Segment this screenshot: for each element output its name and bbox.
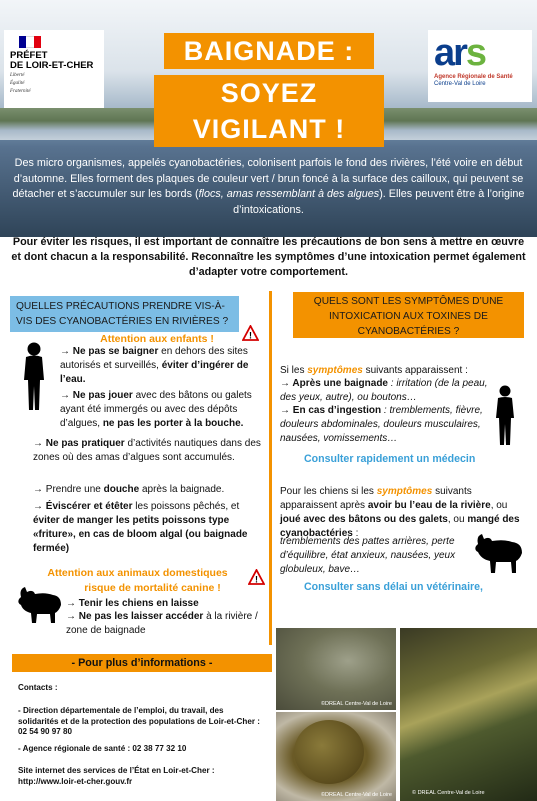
svg-text:!: ! bbox=[255, 574, 258, 585]
site-label: Site internet des services de l’État en Loir-et-Cher : bbox=[18, 766, 215, 775]
precautions-heading: QUELLES PRÉCAUTIONS PRENDRE VIS-À-VIS DES CYANOBACTÉRIES EN RIVIÈRES ? bbox=[10, 296, 239, 332]
dog-leash: → Tenir les chiens en laisse bbox=[66, 598, 199, 609]
symptoms-heading: QUELS SONT LES SYMPTÔMES D’UNE INTOXICATION AUX TOXINES DE CYANOBACTÉRIES ? bbox=[293, 292, 524, 338]
contact-ars: - Agence régionale de santé : 02 38 77 32 10 bbox=[18, 744, 187, 753]
warning-icon bbox=[242, 325, 259, 341]
site-link[interactable]: http://www.loir-et-cher.gouv.fr bbox=[18, 777, 133, 786]
precaution-nautical: → Ne pas pratiquer d’activités nautiques dans des zones où des amas d’algues sont accumulés. bbox=[33, 438, 261, 463]
svg-text:!: ! bbox=[249, 330, 252, 341]
consult-doctor: Consulter rapidement un médecin bbox=[304, 453, 476, 465]
ars-region: Centre-Val de Loire bbox=[434, 81, 486, 87]
cyanobacteria-photo-1: ©DREAL Centre-Val de Loire bbox=[276, 628, 396, 710]
ars-mark: ars bbox=[434, 32, 486, 74]
intro-text: Des micro organismes, appelés cyanobactéries, colonisent parfois le fond des rivières, l’été voire en début d’automne. Elles forment des plaques de couleur vert / brun foncé à la surface des cailloux, qui peuvent se détacher et s’accumuler sur les bords (flocs, amas ressemblant à des algues). Elles peuvent être à l’origine d’intoxications. bbox=[12, 157, 525, 216]
precaution-fish: → Éviscérer et étêter les poissons pêchés, et éviter de manger les petits poissons type «friture», en cas de bloom algal (ou baignade fermée) bbox=[33, 501, 248, 554]
attention-children: Attention aux enfants ! bbox=[100, 333, 214, 345]
stone-shape bbox=[294, 720, 364, 784]
prefecture-title-1: PRÉFET bbox=[10, 50, 48, 61]
precaution-play: → Ne pas jouer avec des bâtons ou galets ayant été immergés ou avec des dépôts d’algues, ne pas les porter à la bouche. bbox=[60, 390, 252, 429]
attention-animals-2: risque de mortalité canine ! bbox=[84, 582, 221, 594]
dog-symptoms-intro: Pour les chiens si les symptômes suivants apparaissent après avoir bu l’eau de la rivière, ou joué avec des bâtons ou des galets, ou mangé des cyanobactéries : bbox=[280, 486, 520, 539]
dog-silhouette-icon bbox=[15, 583, 63, 625]
ars-subtitle: Agence Régionale de Santé bbox=[434, 74, 513, 80]
contact-ddets: - Direction départementale de l’emploi, du travail, des solidarités et de la protection des populations de Loir-et-Cher : 02 54 90 97 80 bbox=[18, 706, 260, 736]
main-title bbox=[154, 33, 384, 144]
precaution-bathe: → Ne pas se baigner en dehors des sites autorisés et surveillés, éviter d’ingérer de l’eau. bbox=[60, 346, 249, 385]
more-info-bar: - Pour plus d’informations - bbox=[12, 654, 272, 672]
title-line-2: SOYEZ VIGILANT ! bbox=[154, 75, 384, 147]
motto-fraternite: Fraternité bbox=[10, 89, 31, 94]
symptoms-ingestion: → En cas d’ingestion : tremblements, fièvre, douleurs abdominales, douleurs musculaires, nausées, vomissements… bbox=[280, 405, 483, 444]
precaution-shower: → Prendre une douche après la baignade. bbox=[33, 484, 225, 495]
motto-liberte: Liberté bbox=[10, 73, 25, 78]
symptoms-bathing: → Après une baignade : irritation (de la peau, des yeux, autre), ou boutons… bbox=[280, 378, 488, 403]
title-line-1: BAIGNADE : bbox=[164, 33, 374, 69]
warning-icon bbox=[248, 569, 265, 585]
cyanobacteria-photo-3: © DREAL Centre-Val de Loire bbox=[400, 628, 537, 801]
symptoms-intro: Si les symptômes suivants apparaissent : bbox=[280, 365, 468, 376]
consult-vet: Consulter sans délai un vétérinaire, bbox=[304, 581, 483, 593]
marianne-flag-icon bbox=[19, 36, 41, 48]
prefecture-title-2: DE LOIR-ET-CHER bbox=[10, 60, 94, 71]
ars-logo bbox=[428, 30, 532, 102]
dog-access: → Ne pas les laisser accéder à la rivière / zone de baignade bbox=[66, 611, 258, 636]
cyanobacteria-photo-2: ©DREAL Centre-Val de Loire bbox=[276, 712, 396, 801]
motto-egalite: Égalité bbox=[10, 81, 25, 86]
prefecture-logo bbox=[4, 30, 104, 108]
dog-silhouette-icon bbox=[472, 530, 524, 576]
contacts-label: Contacts : bbox=[18, 683, 58, 692]
attention-animals-1: Attention aux animaux domestiques bbox=[47, 567, 228, 579]
person-silhouette-icon bbox=[491, 384, 519, 446]
child-silhouette-icon bbox=[17, 340, 51, 412]
dog-symptoms-list: tremblements des pattes arrières, perte d’équilibre, état anxieux, nausées, yeux globuleux, bave… bbox=[280, 536, 456, 575]
lead-text: Pour éviter les risques, il est important de connaître les précautions de bon sens à mettre en œuvre et dont chacun a la responsabilité. Reconnaître les symptômes d’une intoxication permet également d’adapter votre comportement. bbox=[11, 236, 526, 278]
